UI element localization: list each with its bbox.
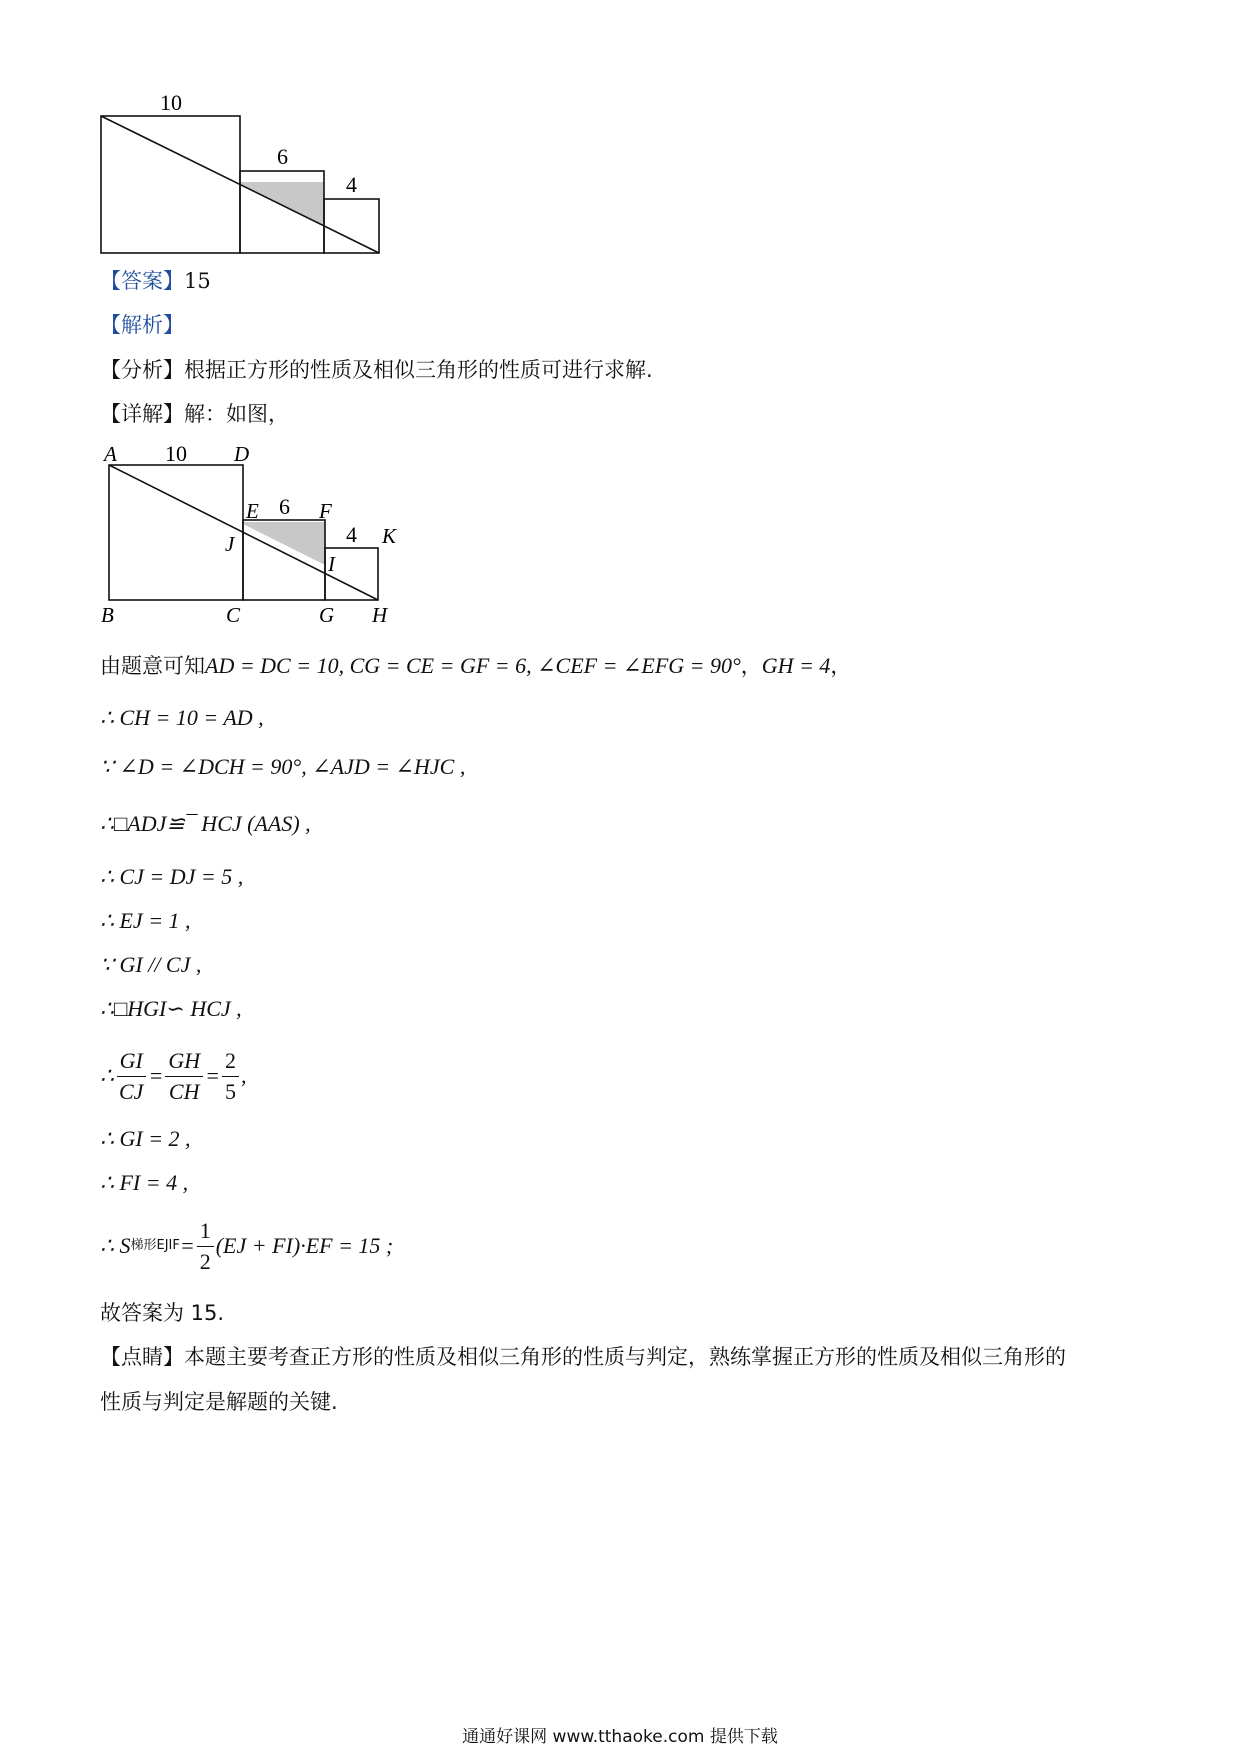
point-C: C: [226, 603, 241, 627]
equals-sign: =: [148, 1063, 164, 1088]
square-10: [101, 116, 240, 253]
solution-line-8: ∴□HGI∽ HCJ ,: [100, 996, 242, 1021]
xiangjie-line: [100, 400, 289, 428]
equals-sign: =: [205, 1063, 220, 1088]
line12-prefix: ∴ S: [100, 1233, 131, 1258]
point-A: A: [104, 442, 117, 466]
fraction-numerator: 2: [222, 1048, 239, 1077]
conclusion-line: 故答案为 15.: [100, 1301, 225, 1325]
fenxi-tag: 【分析】: [100, 358, 184, 382]
square-4: [324, 199, 379, 253]
fraction-denominator: 2: [199, 1248, 211, 1274]
fenxi-line: [100, 356, 653, 384]
solution-line-3: ∵ ∠D = ∠DCH = 90°, ∠AJD = ∠HJC ,: [100, 754, 466, 779]
fraction-1-2: [197, 1218, 214, 1275]
point-K: K: [382, 524, 397, 548]
line1-end: ，: [830, 654, 852, 678]
fraction-gi-cj: [116, 1048, 146, 1105]
dianjing-line-2: 性质与判定是解题的关键.: [100, 1390, 338, 1414]
line1-math2: GH = 4: [761, 653, 831, 678]
answer-value: 15: [184, 269, 211, 293]
fraction-denominator: CJ: [119, 1078, 144, 1104]
dianjing-tag: 【点睛】: [100, 1345, 184, 1369]
label-10: 10: [160, 90, 182, 115]
point-J: J: [225, 532, 235, 556]
line9-end: ,: [240, 1063, 247, 1088]
solution-line-1: [100, 652, 851, 680]
figure-squares-1: [100, 90, 400, 270]
fraction-2-5: [222, 1048, 239, 1105]
answer-tag: 【答案】: [100, 269, 184, 293]
solution-line-4: ∴□ADJ≌¯ HCJ (AAS) ,: [100, 811, 311, 836]
label-4: 4: [346, 172, 357, 197]
solution-line-12: [100, 1213, 393, 1279]
xiangjie-text: 解：如图，: [184, 402, 289, 426]
fenxi-text: 根据正方形的性质及相似三角形的性质可进行求解.: [184, 358, 653, 382]
shaded-trapezoid-ejif: [243, 522, 325, 565]
page-footer: 通通好课网 www.tthaoke.com 提供下载: [462, 1727, 778, 1747]
solution-line-11: ∴ FI = 4 ,: [100, 1170, 189, 1195]
line9-prefix: ∴: [100, 1063, 114, 1088]
point-D: D: [234, 442, 250, 466]
point-E: E: [246, 499, 259, 523]
point-H: H: [372, 603, 388, 627]
point-F: F: [319, 499, 332, 523]
figure-squares-2: [95, 438, 415, 638]
point-I: I: [328, 552, 335, 576]
point-G: G: [319, 603, 335, 627]
xiangjie-tag: 【详解】: [100, 402, 184, 426]
area-subscript: 梯形EJIF: [130, 1238, 180, 1253]
line1-math: AD = DC = 10, CG = CE = GF = 6, ∠CEF = ∠EFG = 90°: [205, 653, 741, 678]
solution-line-9: [100, 1043, 246, 1109]
line1-sep: ，: [740, 654, 762, 678]
point-B: B: [101, 603, 114, 627]
fraction-denominator: CH: [168, 1078, 200, 1104]
label-6: 6: [279, 494, 290, 519]
fraction-numerator: 1: [197, 1218, 214, 1247]
dianjing-line-1: [100, 1343, 1066, 1371]
analysis-tag: 【解析】: [100, 313, 184, 337]
dianjing-text-1: 本题主要考查正方形的性质及相似三角形的性质与判定，熟练掌握正方形的性质及相似三角形的: [184, 1345, 1066, 1369]
label-6: 6: [277, 144, 288, 169]
label-4: 4: [346, 522, 357, 547]
fraction-numerator: GI: [117, 1048, 146, 1077]
square-abcd: [109, 465, 243, 600]
solution-line-10: ∴ GI = 2 ,: [100, 1126, 191, 1151]
solution-line-7: ∵ GI // CJ ,: [100, 952, 202, 977]
label-10: 10: [165, 441, 187, 466]
line12-rest: (EJ + FI)·EF = 15 ;: [215, 1233, 394, 1258]
line1-prefix: 由题意可知: [100, 654, 205, 678]
solution-line-6: ∴ EJ = 1 ,: [100, 908, 191, 933]
solution-line-2: ∴ CH = 10 = AD ,: [100, 705, 264, 730]
fraction-numerator: GH: [165, 1048, 203, 1077]
line12-eq: =: [179, 1233, 195, 1258]
fraction-gh-ch: [165, 1048, 203, 1105]
answer-line: [100, 267, 211, 295]
fraction-denominator: 5: [224, 1078, 236, 1104]
solution-line-5: ∴ CJ = DJ = 5 ,: [100, 864, 244, 889]
